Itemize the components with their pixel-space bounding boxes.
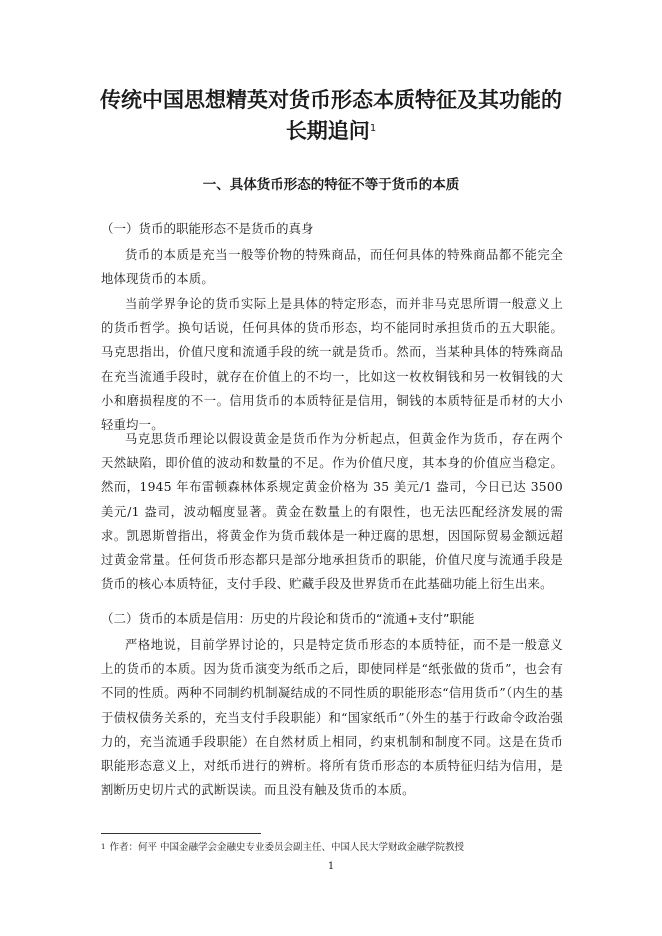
paragraph-3: 马克思货币理论以假设黄金是货币作为分析起点，但黄金作为货币，存在两个天然缺陷，即价值的波动和数量的不足。作为价值尺度，其本身的价值应当稳定。然而，1945 年布雷顿森林体系规定黄金价格为 35 美元/1 盎司，今日已达 3500 美元/1 盎司，波动幅度显著。黄金在数量上的有限性，也无法匹配经济发展的需求。凯恩斯曾指出，将黄金作为货币载体是一种迂腐的思想，因国际贸易金额远超过黄金常量。任何货币形态都只是部分地承担货币的职能，价值尺度与流通手段是货币的核心本质特征，支付手段、贮藏手段及世界货币在此基础功能上衍生出来。 (101, 432, 563, 592)
section-heading: 一、具体货币形态的特征不等于货币的本质 (202, 177, 460, 193)
title-line-1: 传统中国思想精英对货币形态本质特征及其功能的 (100, 88, 562, 112)
paragraph-2: 当前学界争论的货币实际上是具体的特定形态，而并非马克思所谓一般意义上的货币哲学。换句话说，任何具体的货币形态，均不能同时承担货币的五大职能。马克思指出，价值尺度和流通手段的统一就是货币。然而，当某种具体的特殊商品在充当流通手段时，就存在价值上的不均一，比如这一枚枚铜钱和另一枚铜钱的大小和磨损程度的不一。信用货币的本质特征是信用，铜钱的本质特征是币材的大小轻重均一。 (101, 297, 563, 433)
subsection-heading-2: （二）货币的本质是信用：历史的片段论和货币的“流通+支付”职能 (101, 611, 475, 626)
title-footnote-mark: 1 (369, 123, 377, 134)
title-line-2 (60, 117, 602, 145)
footnote (101, 841, 581, 854)
footnote-mark: 1 (101, 843, 106, 851)
paragraph-1: 货币的本质是充当一般等价物的特殊商品，而任何具体的特殊商品都不能完全地体现货币的本质。 (101, 248, 563, 287)
title-text: 长期追问 (285, 119, 370, 143)
footnote-text: 作者：何平 中国金融学会金融史专业委员会副主任、中国人民大学财政金融学院教授 (109, 842, 464, 853)
paragraph-4: 严格地说，目前学界讨论的，只是特定货币形态的本质特征，而不是一般意义上的货币的本质。因为货币演变为纸币之后，即使同样是“纸张做的货币”，也会有不同的性质。两种不同制约机制凝结成的不同性质的职能形态“信用货币”（内生的基于债权债务关系的，充当支付手段职能）和“国家纸币”（外生的基于行政命令政治强力的，充当流通手段职能）在自然材质上相同，约束机制和制度不同。这是在货币职能形态意义上，对纸币进行的辨析。将所有货币形态的本质特征归结为信用，是割断历史切片式的武断误读。而且没有触及货币的本质。 (101, 638, 563, 798)
page-number: 1 (327, 861, 335, 872)
footnote-divider (101, 833, 261, 834)
subsection-heading-1: （一）货币的职能形态不是货币的真身 (101, 221, 314, 236)
